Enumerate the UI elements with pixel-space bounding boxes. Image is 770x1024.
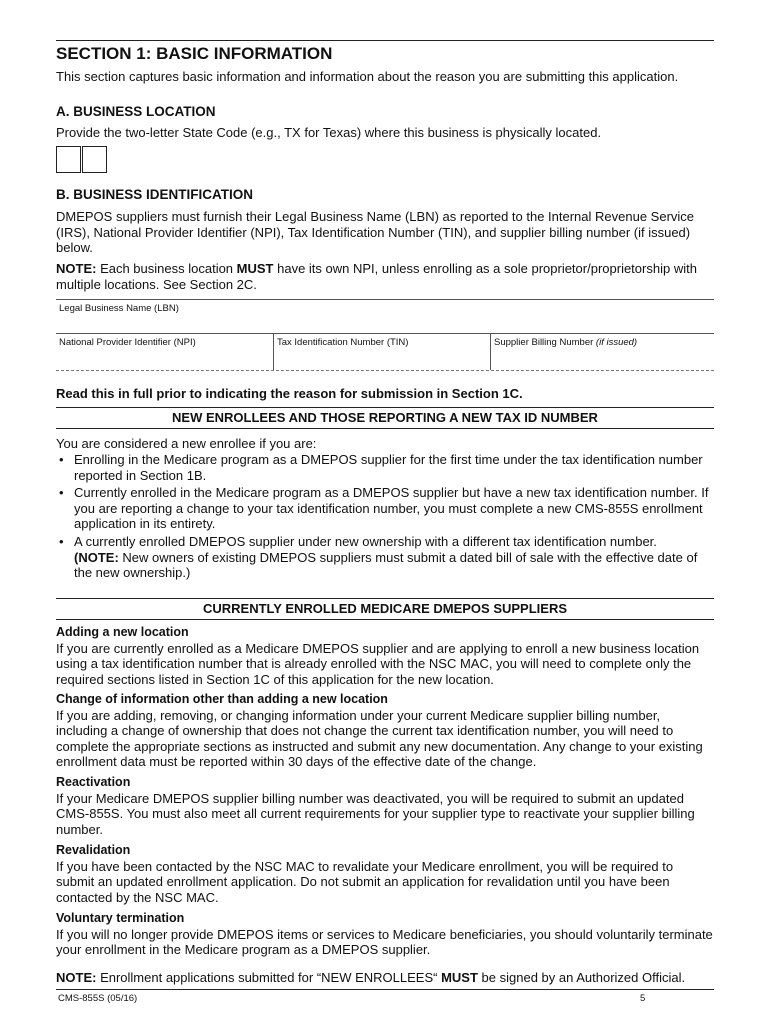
voluntary-termination-text: If you will no longer provide DMEPOS items or services to Medicare beneficiaries, you should voluntarily terminate your enrollment in the Medicare program as a DMEPOS supplier. — [56, 926, 713, 958]
change-info-block — [56, 692, 714, 770]
bullet3-note-label: (NOTE: — [74, 549, 119, 565]
identifier-fields-row — [56, 333, 714, 371]
final-note-label: NOTE: — [56, 970, 97, 985]
sbn-label — [491, 334, 714, 349]
list-item: • Currently enrolled in the Medicare program as a DMEPOS supplier but have a new tax identification number. If you are reporting a change to your tax identification number, you must complete a new CMS-855S enrollment application in its entirety. — [56, 485, 714, 532]
reactivation-block — [56, 775, 714, 837]
supplier-billing-number-field[interactable] — [491, 334, 714, 370]
adding-location-heading: Adding a new location — [56, 625, 189, 639]
final-note — [56, 970, 714, 986]
change-info-heading: Change of information other than adding a new location — [56, 692, 388, 706]
lbn-label: Legal Business Name (LBN) — [59, 303, 179, 314]
voluntary-termination-heading: Voluntary termination — [56, 911, 185, 925]
state-code-field — [56, 146, 108, 173]
section-title: SECTION 1: BASIC INFORMATION — [56, 40, 714, 65]
adding-location-block — [56, 625, 714, 687]
npi-label: National Provider Identifier (NPI) — [59, 337, 196, 348]
note-label: NOTE: — [56, 261, 97, 276]
business-identification-text: DMEPOS suppliers must furnish their Legal Business Name (LBN) as reported to the Internal Revenue Service (IRS), National Provider Identifier (NPI), Tax Identification Number (TIN), and supplier billing number (if issued) below. — [56, 209, 695, 256]
list-item — [56, 534, 714, 581]
lbn-field[interactable] — [56, 299, 714, 333]
business-location-heading: A. BUSINESS LOCATION — [56, 104, 216, 119]
state-code-char-1[interactable] — [56, 146, 81, 173]
final-note-post: be signed by an Authorized Official. — [477, 970, 686, 985]
note-must: MUST — [236, 261, 274, 276]
note-text-pre: Each business location — [96, 261, 237, 276]
new-enrollees-list — [56, 452, 714, 583]
form-id: CMS-855S (05/16) — [58, 993, 138, 1004]
footer-divider — [56, 989, 714, 990]
section-intro: This section captures basic information and information about the reason you are submitting this application. — [56, 69, 679, 84]
state-code-char-2[interactable] — [82, 146, 107, 173]
revalidation-block — [56, 843, 714, 905]
read-notice: Read this in full prior to indicating the reason for submission in Section 1C. — [56, 386, 523, 401]
voluntary-termination-block — [56, 911, 714, 958]
npi-field[interactable] — [56, 334, 274, 370]
tin-label: Tax Identification Number (TIN) — [277, 337, 409, 348]
change-info-text: If you are adding, removing, or changing information under your current Medicare supplier billing number, including a change of ownership that does not change the current tax identification number, you will need to complete the appropriate sections as instructed and submit any new documentation. Any change to your existing enrollment data must be reported within 30 days of the effective date of the change. — [56, 707, 703, 770]
sbn-label-text: Supplier Billing Number — [494, 337, 596, 348]
new-enrollees-heading: NEW ENROLLEES AND THOSE REPORTING A NEW TAX ID NUMBER — [56, 407, 714, 429]
sbn-label-italic: (if issued) — [595, 337, 638, 348]
reactivation-heading: Reactivation — [56, 775, 131, 789]
final-note-pre: Enrollment applications submitted for “NEW ENROLLEES“ — [96, 970, 442, 985]
currently-enrolled-heading: CURRENTLY ENROLLED MEDICARE DMEPOS SUPPLIERS — [56, 598, 714, 620]
tin-field[interactable] — [274, 334, 491, 370]
revalidation-text: If you have been contacted by the NSC MAC to revalidate your Medicare enrollment, you will be required to submit an updated enrollment application. Do not submit an application for revalidation until you have been contacted by the NSC MAC. — [56, 858, 674, 905]
business-identification-heading: B. BUSINESS IDENTIFICATION — [56, 187, 254, 202]
adding-location-text: If you are currently enrolled as a Medicare DMEPOS supplier and are applying to enroll a new business location using a tax identification number that is already enrolled with the NSC MAC, you will need to complete only the required sections listed in Section 1C of this application for the new location. — [56, 640, 700, 687]
note-text-post: have its own NPI, unless enrolling as a sole proprietor/proprietorship with multiple locations. See Section 2C. — [56, 261, 697, 292]
bullet3-text: A currently enrolled DMEPOS supplier under new ownership with a different tax identification number. — [74, 533, 657, 549]
reactivation-text: If your Medicare DMEPOS supplier billing number was deactivated, you will be required to submit an updated CMS-855S. You must also meet all current requirements for your supplier type to reactivate your supplier billing number. — [56, 790, 695, 837]
page-number: 5 — [640, 993, 646, 1004]
business-location-text: Provide the two-letter State Code (e.g., TX for Texas) where this business is physically located. — [56, 125, 602, 140]
new-enrollees-intro: You are considered a new enrollee if you are: — [56, 436, 317, 451]
revalidation-heading: Revalidation — [56, 843, 131, 857]
final-note-must: MUST — [441, 970, 478, 985]
business-identification-note — [56, 261, 714, 292]
bullet3-note: New owners of existing DMEPOS suppliers must submit a dated bill of sale with the effective date of the new ownership.) — [74, 549, 698, 581]
list-item: • Enrolling in the Medicare program as a DMEPOS supplier for the first time under the tax identification number reported in Section 1B. — [56, 452, 714, 483]
